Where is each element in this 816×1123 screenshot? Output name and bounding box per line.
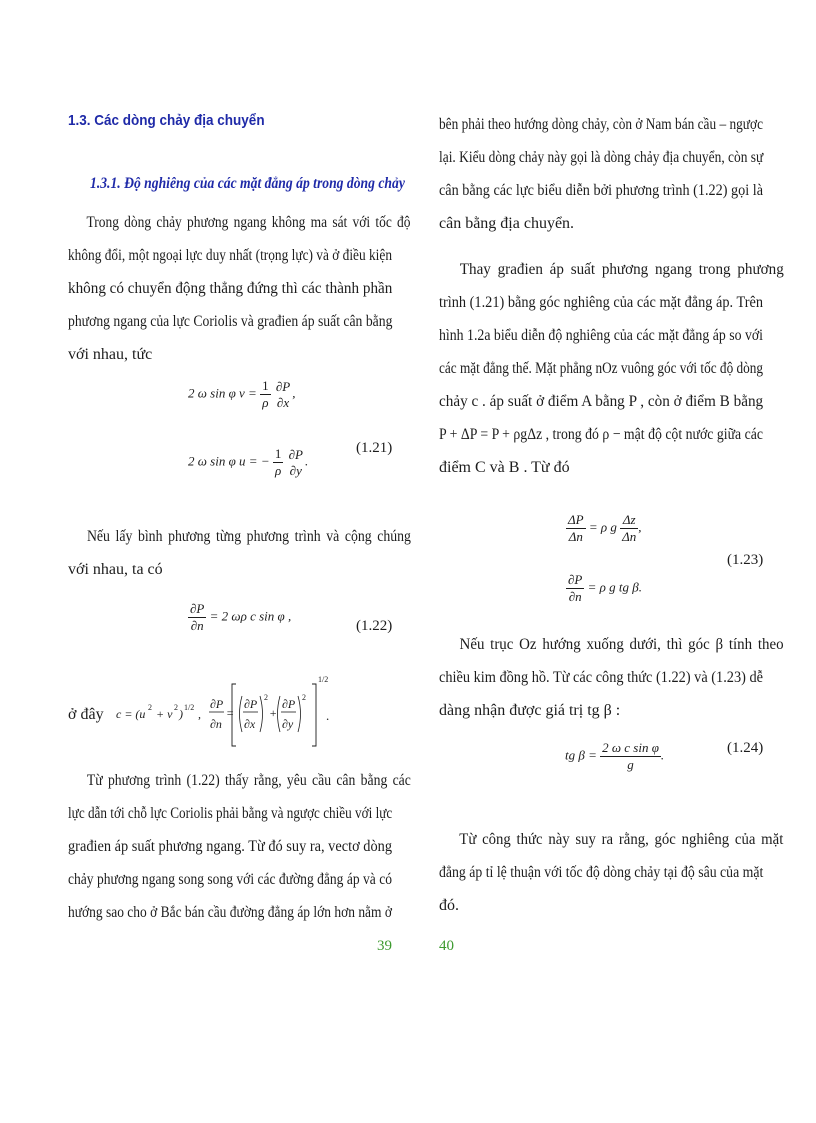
right-paragraph-2 <box>439 253 784 484</box>
text-line: đó. <box>439 897 459 914</box>
svg-text:=: = <box>226 706 235 720</box>
text-line: phương ngang của lực Coriolis và građien áp suất cân bằng <box>68 313 393 330</box>
svg-text:∂y: ∂y <box>282 717 294 731</box>
text-line: trình (1.21) bằng góc nghiêng của các mặt đẳng áp. Trên <box>439 294 763 311</box>
svg-text:): ) <box>179 707 183 721</box>
text-line: Từ công thức này suy ra rằng, góc nghiêng của mặt <box>459 831 784 848</box>
svg-text:∂P: ∂P <box>210 697 224 711</box>
svg-text:2: 2 <box>174 703 178 712</box>
text-line: không có chuyển động thẳng đứng thì các thành phần <box>68 280 393 297</box>
svg-text:∂n: ∂n <box>210 717 222 731</box>
equation-number: (1.23) <box>727 552 764 568</box>
text-line: cân bằng địa chuyển. <box>439 215 575 232</box>
gradient-magnitude-formula-tail <box>312 670 342 750</box>
equation-number: (1.24) <box>727 740 764 756</box>
equation-1-24: tg β = $\frac{\text{2 ω c sin φ}}{g}$ . <box>565 740 665 772</box>
page-number: 40 <box>439 938 454 954</box>
svg-text:2: 2 <box>302 693 306 702</box>
subsection-heading: 1.3.1. Độ nghiêng của các mặt đẳng áp trong dòng chảy <box>90 175 405 192</box>
text-line: Từ phương trình (1.22) thấy rằng, yêu cầu cân bằng các <box>86 772 411 789</box>
left-paragraph-3 <box>68 764 411 929</box>
svg-text:c = (u: c = (u <box>116 707 146 721</box>
text-line: građien áp suất phương ngang. Từ đó suy ra, vectơ dòng <box>68 838 393 855</box>
svg-text:1/2: 1/2 <box>184 703 195 712</box>
right-paragraph-1 <box>439 108 763 240</box>
equation-number: (1.21) <box>356 440 393 456</box>
left-paragraph-1 <box>68 206 411 371</box>
equation-1-21-line-2: 2 ω sin φ u = − $\frac{1}{\rho}$ ∂P ∂y . <box>188 446 309 478</box>
where-label: ở đây <box>68 706 104 723</box>
left-paragraph-2 <box>68 520 411 586</box>
section-heading: 1.3. Các dòng chảy địa chuyển <box>68 112 265 129</box>
svg-text:+: + <box>269 706 278 720</box>
text-line: Nếu trục Oz hướng xuống dưới, thì góc β tính theo <box>459 636 784 653</box>
text-line: Thay građien áp suất phương ngang trong phương <box>459 261 784 278</box>
text-line: chiều kim đồng hồ. Từ các công thức (1.22) và (1.23) dễ <box>439 669 763 686</box>
text-line: đẳng áp tỉ lệ thuận với tốc độ dòng chảy tại độ sâu của mặt <box>439 864 764 881</box>
text-line: chảy c . áp suất ở điểm A bằng P , còn ở điểm B bằng <box>439 393 764 410</box>
svg-text:2: 2 <box>264 693 268 702</box>
text-line: điểm C và B . Từ đó <box>439 459 570 476</box>
svg-text:.: . <box>326 708 330 723</box>
text-line: Trong dòng chảy phương ngang không ma sát với tốc độ <box>86 214 411 231</box>
right-paragraph-4 <box>439 823 784 922</box>
text-line: lực dẫn tới chỗ lực Coriolis phải bằng và ngược chiều với lực <box>68 805 393 822</box>
text-line: lại. Kiểu dòng chảy này gọi là dòng chảy địa chuyển, còn sự <box>439 149 764 166</box>
svg-text:∂P: ∂P <box>244 697 258 711</box>
right-paragraph-3 <box>439 628 784 727</box>
text-line: bên phải theo hướng dòng chảy, còn ở Nam bán cầu – ngược <box>439 116 763 133</box>
equation-number: (1.22) <box>356 618 393 634</box>
svg-text:2: 2 <box>148 703 152 712</box>
page-number: 39 <box>377 938 392 954</box>
equation-1-22: $\frac{\partial P}{\partial n}$ = 2 ωρ c sin φ , <box>190 601 292 633</box>
text-line: hình 1.2a biểu diễn độ nghiêng của các mặt đẳng áp so với <box>439 327 764 344</box>
text-line: với nhau, tức <box>68 346 153 363</box>
equation-1-23-line-1: $\frac{\Delta P}{\Delta n}$ = ρ g $\frac{\Delta z}{\Delta n}$ , <box>568 512 642 544</box>
svg-text:∂P: ∂P <box>282 697 296 711</box>
svg-text:1/2: 1/2 <box>318 675 329 684</box>
equation-1-21-line-1: 2 ω sin φ v = $\frac{1}{\rho}$ ∂P ∂x , <box>188 378 296 410</box>
text-line: hướng sao cho ở Bắc bán cầu đường đẳng áp lớn hơn nằm ở <box>68 904 392 921</box>
text-line: cân bằng các lực biểu diễn bởi phương trình (1.22) gọi là <box>439 182 763 199</box>
text-line: với nhau, ta có <box>68 561 163 578</box>
gradient-magnitude-formula <box>112 670 312 750</box>
text-line: chảy phương ngang song song với các đường đẳng áp và có <box>68 871 392 888</box>
svg-text:∂x: ∂x <box>244 717 256 731</box>
equation-1-23-line-2: $\frac{\partial P}{\partial n}$ = ρ g tg β. <box>568 572 642 604</box>
svg-text:,: , <box>198 707 201 721</box>
text-line: dàng nhận được giá trị tg β : <box>439 702 621 719</box>
text-line: các mặt đẳng thế. Mặt phẳng nOz vuông góc với tốc độ dòng <box>439 360 764 377</box>
text-line: P + ΔP = P + ρgΔz , trong đó ρ − mật độ cột nước giữa các <box>439 426 763 443</box>
svg-text:+ v: + v <box>156 707 173 721</box>
text-line: không đổi, một ngoại lực duy nhất (trọng lực) và ở điều kiện <box>68 247 392 264</box>
text-line: Nếu lấy bình phương từng phương trình và cộng chúng <box>86 528 411 545</box>
